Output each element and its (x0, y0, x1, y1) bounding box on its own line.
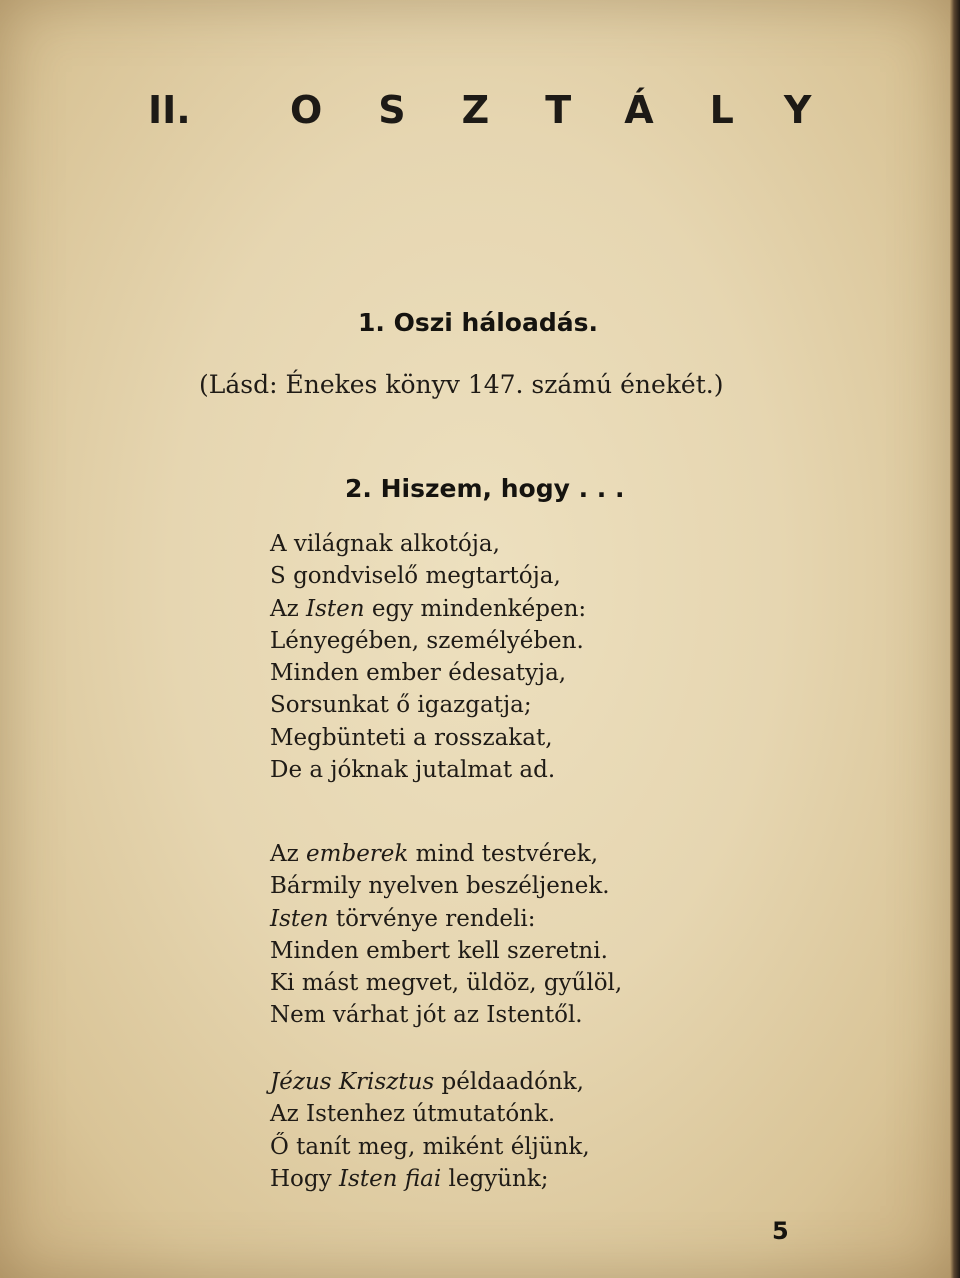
verse-line: Ki mást megvet, üldöz, gyűlöl, (270, 970, 623, 997)
verse-line: Az Istenhez útmutatónk. (270, 1101, 556, 1128)
verse-line: Nem várhat jót az Istentől. (270, 1002, 583, 1029)
section-title-2: 2. Hiszem, hogy . . . (345, 474, 625, 503)
book-spine-shadow (950, 0, 960, 1278)
verse-line: Minden embert kell szeretni. (270, 937, 608, 964)
emphasis-word: Isten (270, 905, 329, 932)
section-title-1: 1. Oszi háloadás. (358, 308, 598, 337)
emphasis-word: emberek (306, 841, 409, 867)
verse-line: Bármily nyelven beszéljenek. (270, 873, 610, 900)
emphasis-word: Isten (338, 1165, 398, 1192)
verse-line: Ő tanít meg, miként éljünk, (270, 1133, 590, 1160)
verse-line: Minden ember édesatyja, (270, 660, 567, 687)
stanza-3 (270, 1066, 590, 1195)
verse-line: Jézus Krisztus példaadónk, (270, 1069, 584, 1095)
verse-line: Hogy Isten fiai legyünk; (270, 1165, 549, 1192)
verse-line: Sorsunkat ő igazgatja; (270, 692, 532, 719)
chapter-title: OSZTÁLY (290, 88, 868, 132)
verse-line: Lényegében, személyében. (270, 627, 584, 654)
verse-line: S gondviselő megtartója, (270, 563, 561, 590)
verse-line: De a jóknak jutalmat ad. (270, 757, 556, 784)
verse-line: Az Isten egy mindenképen: (270, 595, 587, 622)
verse-line: A világnak alkotója, (270, 531, 500, 557)
emphasis-word: Jézus Krisztus (270, 1069, 435, 1095)
verse-line: Megbünteti a rosszakat, (270, 724, 553, 751)
verse-line: Isten törvénye rendeli: (270, 905, 536, 932)
emphasis-word: fiai (404, 1165, 442, 1192)
chapter-number: II. (148, 88, 191, 132)
emphasis-word: Isten (306, 595, 365, 622)
stanza-1 (270, 528, 586, 786)
page-number: 5 (772, 1217, 789, 1245)
verse-line: Az emberek mind testvérek, (270, 841, 599, 867)
section-reference-1: (Lásd: Énekes könyv 147. számú énekét.) (199, 370, 724, 399)
stanza-2 (270, 838, 622, 1032)
